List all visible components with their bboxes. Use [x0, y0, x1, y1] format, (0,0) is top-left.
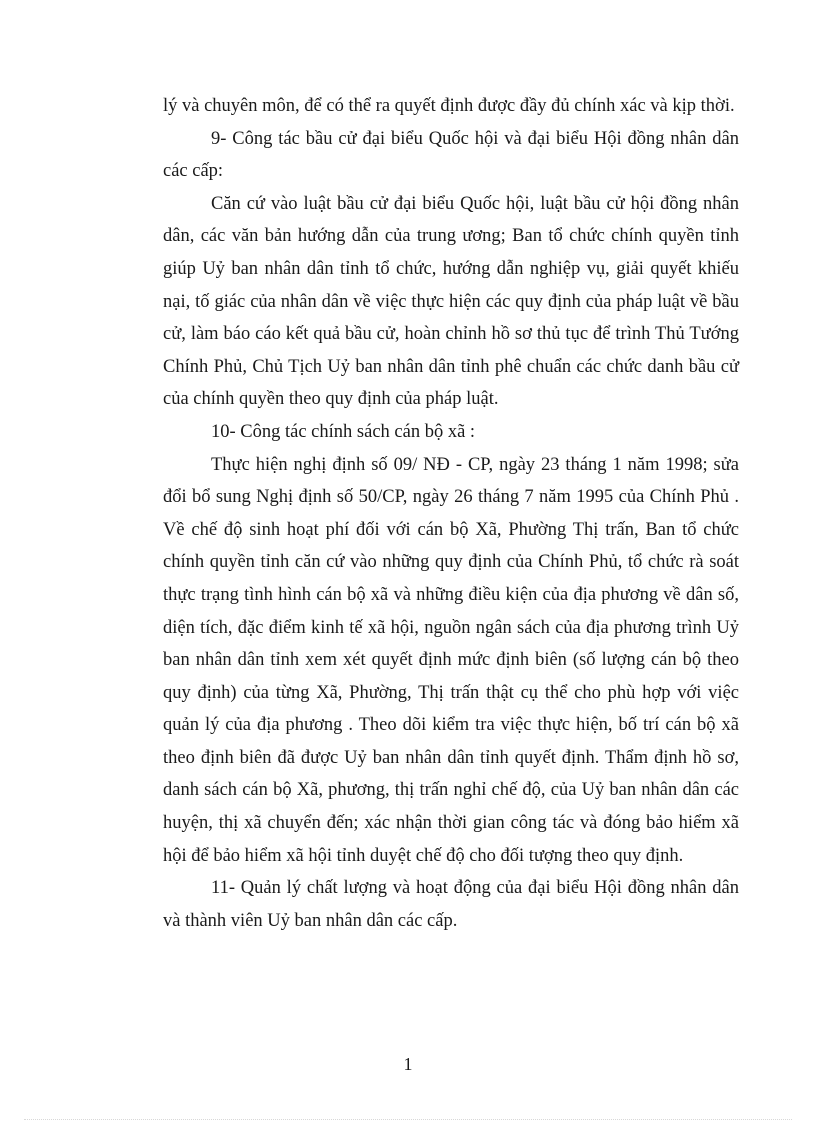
paragraph-section-11-heading: 11- Quản lý chất lượng và hoạt động của đại biểu Hội đồng nhân dân và thành viên Uỷ ban nhân dân các cấp. — [163, 878, 739, 931]
page-number: 1 — [403, 1054, 413, 1074]
paragraph-section-10-body: Thực hiện nghị định số 09/ NĐ - CP, ngày 23 tháng 1 năm 1998; sửa đổi bổ sung Nghị định số 50/CP, ngày 26 tháng 7 năm 1995 của Chính Phủ . Về chế độ sinh hoạt phí đối với cán bộ Xã, Phường Thị trấn, Ban tổ chức chính quyền tỉnh căn cứ vào những quy định của Chính Phủ, tổ chức rà soát thực trạng tình hình cán bộ xã và những điều kiện của địa phương về dân số, diện tích, đặc điểm kinh tế xã hội, nguồn ngân sách của địa phương trình Uỷ ban nhân dân tỉnh xem xét quyết định mức định biên (số lượng cán bộ theo quy định) của từng Xã, Phường, Thị trấn thật cụ thể cho phù hợp với việc quản lý của địa phương . Theo dõi kiểm tra việc thực hiện, bố trí cán bộ xã theo định biên đã được Uỷ ban nhân dân tỉnh quyết định. Thẩm định hồ sơ, danh sách cán bộ Xã, phương, thị trấn nghỉ chế độ, của Uỷ ban nhân dân các huyện, thị xã chuyển đến; xác nhận thời gian công tác và đóng bảo hiểm xã hội để bảo hiểm xã hội tỉnh duyệt chế độ cho đối tượng theo quy định. — [163, 454, 739, 866]
page-bottom-border — [24, 1119, 792, 1120]
paragraph-continuation: lý và chuyên môn, để có thể ra quyết định được đầy đủ chính xác và kịp thời. — [163, 96, 735, 116]
paragraph-section-9-body: Căn cứ vào luật bầu cử đại biểu Quốc hội, luật bầu cử hội đồng nhân dân, các văn bản hướng dẫn của trung ương; Ban tổ chức chính quyền tỉnh giúp Uỷ ban nhân dân tỉnh tổ chức, hướng dẫn nghiệp vụ, giải quyết khiếu nại, tố giác của nhân dân về việc thực hiện các quy định của pháp luật về bầu cử, làm báo cáo kết quả bầu cử, hoàn chỉnh hồ sơ thủ tục để trình Thủ Tướng Chính Phủ, Chủ Tịch Uỷ ban nhân dân tỉnh phê chuẩn các chức danh bầu cử của chính quyền theo quy định của pháp luật. — [163, 193, 739, 410]
paragraph-section-9-heading: 9- Công tác bầu cử đại biểu Quốc hội và đại biểu Hội đồng nhân dân các cấp: — [163, 128, 739, 182]
paragraph-section-10-heading: 10- Công tác chính sách cán bộ xã : — [211, 421, 476, 442]
document-body — [163, 90, 739, 937]
